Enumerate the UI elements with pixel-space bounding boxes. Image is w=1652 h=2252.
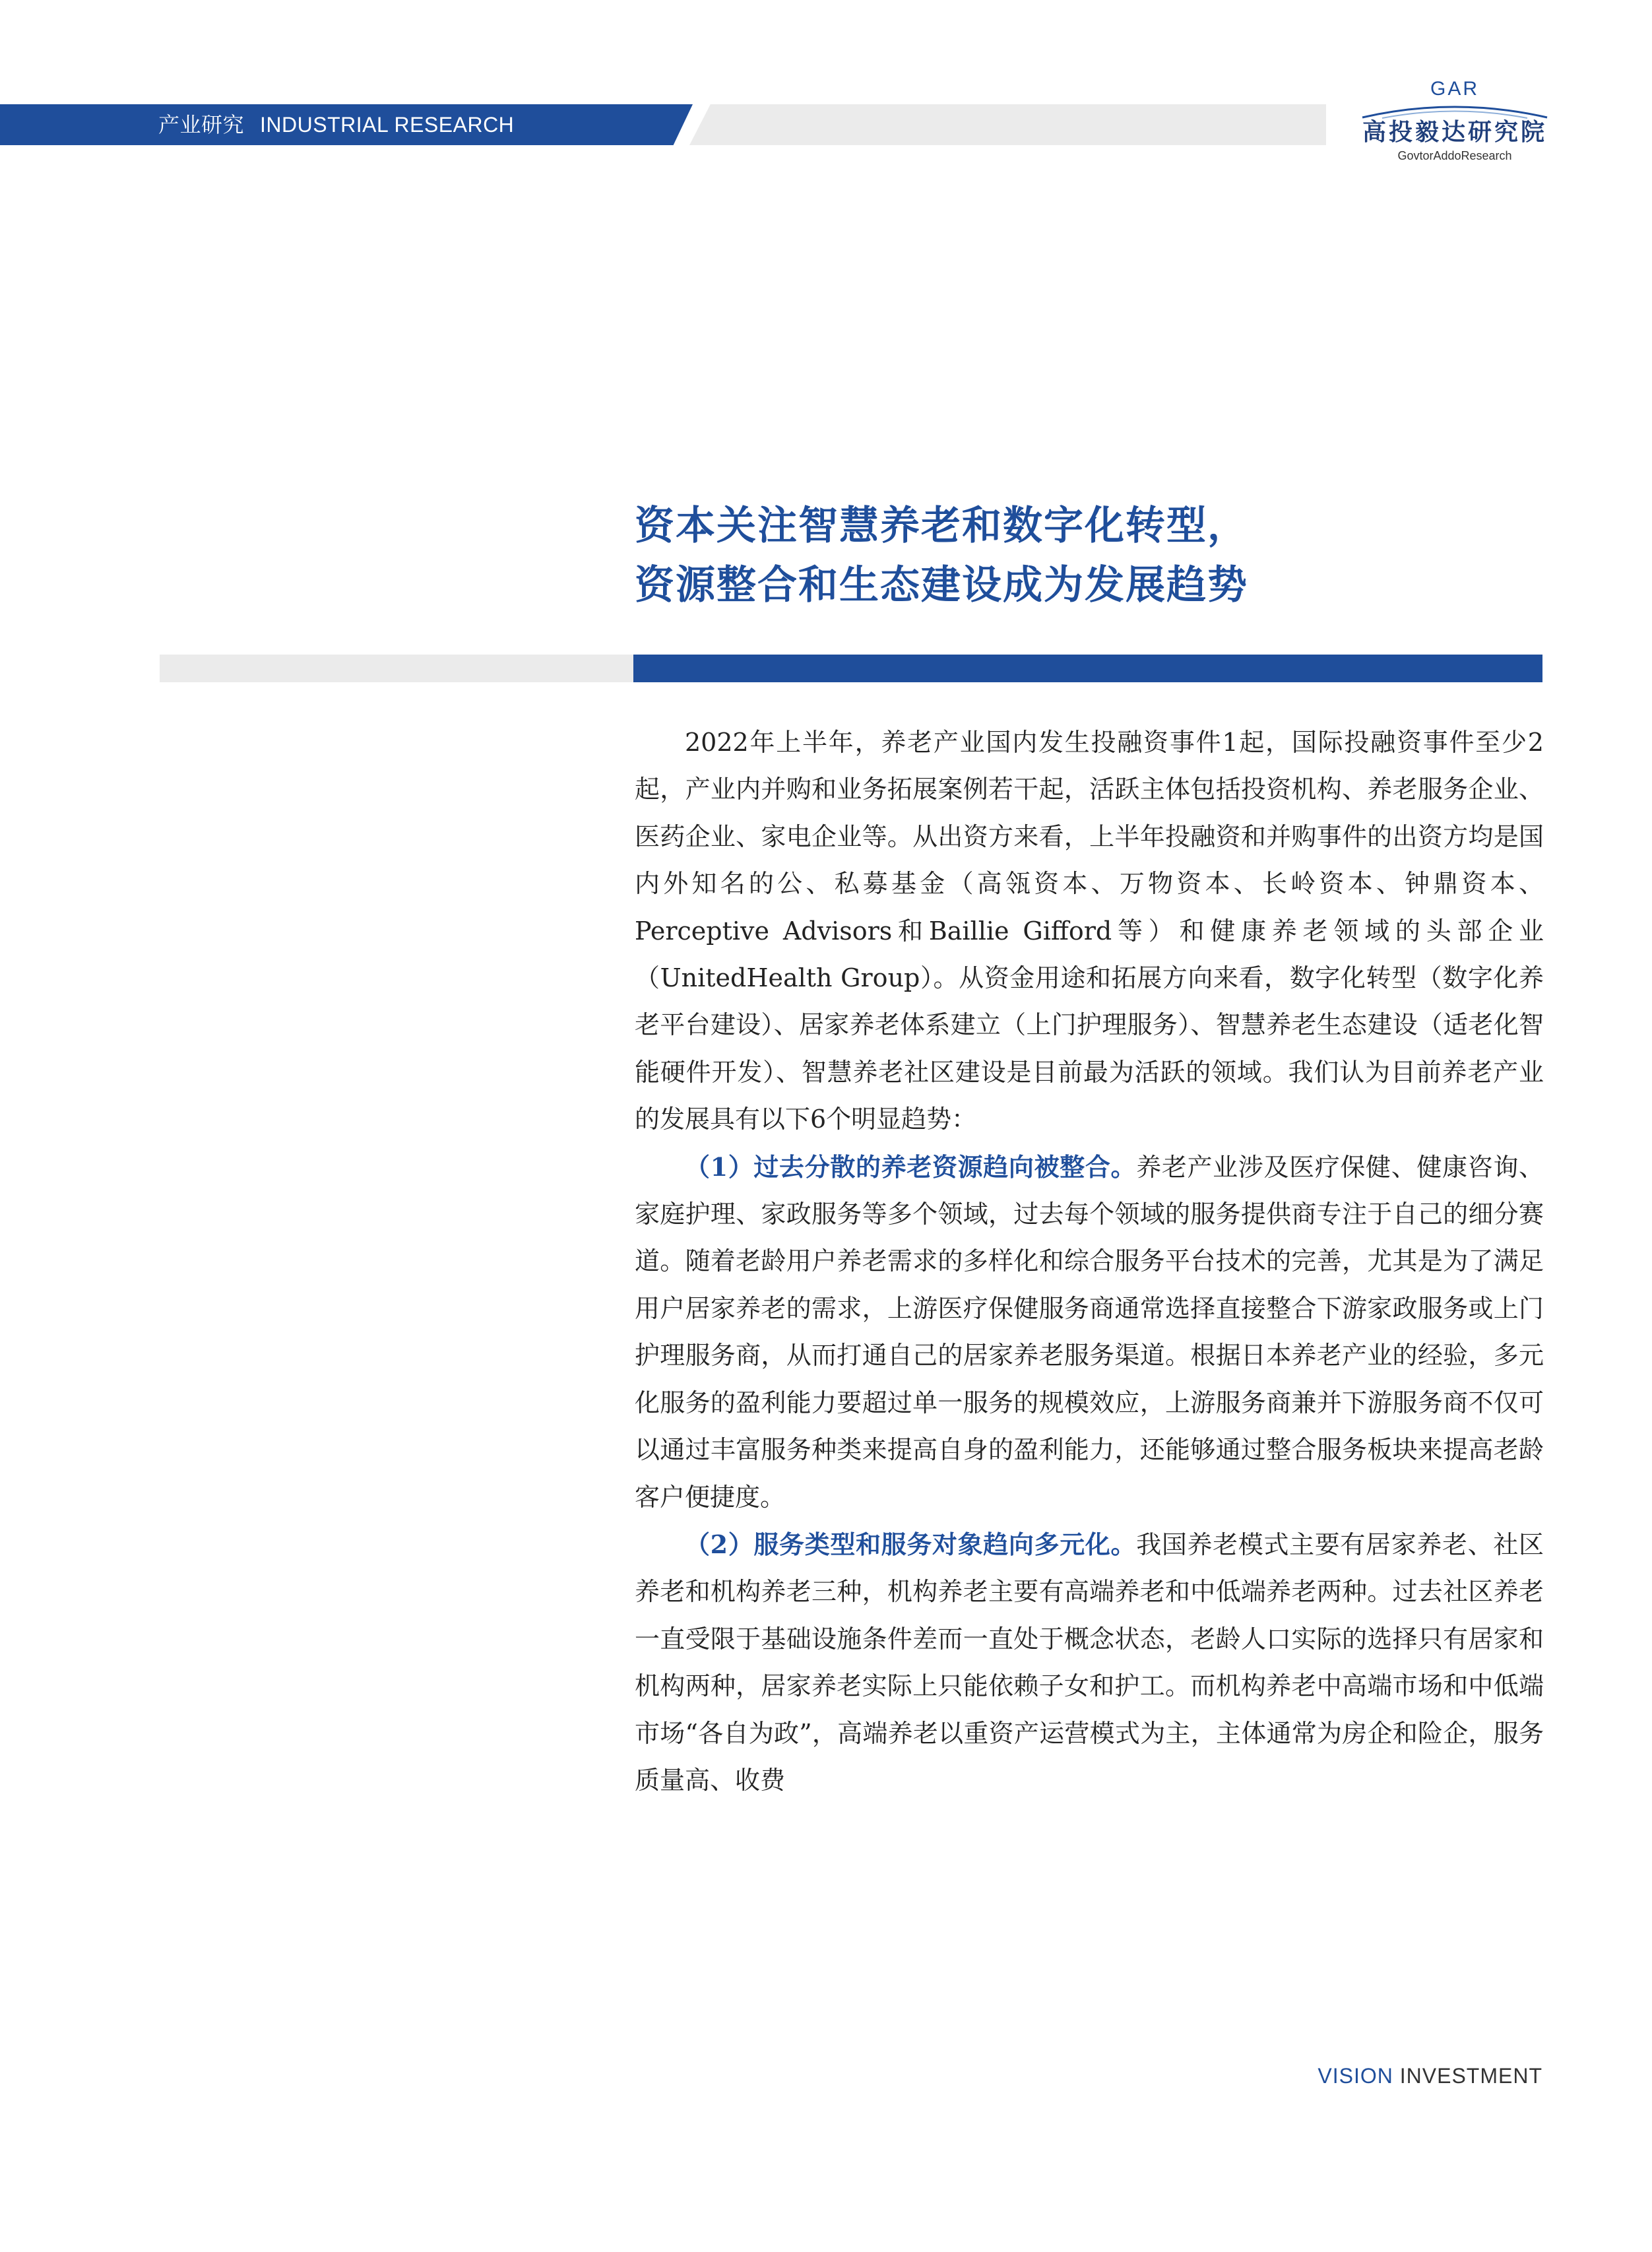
- paragraph-text: 养老产业涉及医疗保健、健康咨询、家庭护理、家政服务等多个领域，过去每个领域的服务提供商专注于自己的细分赛道。随着老龄用户养老需求的多样化和综合服务平台技术的完善，尤其是为了满足用户居家养老的需求，上游医疗保健服务商通常选择直接整合下游家政服务或上门护理服务商，从而打通自己的居家养老服务渠道。根据日本养老产业的经验，多元化服务的盈利能力要超过单一服务的规模效应，上游服务商兼并下游服务商不仅可以通过丰富服务种类来提高自身的盈利能力，还能够通过整合服务板块来提高老龄客户便捷度。: [635, 1152, 1544, 1512]
- logo-name-cn: 高投毅达研究院: [1362, 119, 1547, 146]
- logo-abbreviation: GAR: [1430, 78, 1479, 100]
- paragraph-trend-1: [635, 1143, 1544, 1521]
- paragraph-text: 2022年上半年，养老产业国内发生投融资事件1起，国际投融资事件至少2起，产业内并购和业务拓展案例若干起，活跃主体包括投资机构、养老服务企业、医药企业、家电企业等。从出资方来看，上半年投融资和并购事件的出资方均是国内外知名的公、私募基金（高瓴资本、万物资本、长岭资本、钟鼎资本、Perceptive Advisors和Baillie Gifford等）和健康养老领域的头部企业（UnitedHealth Group）。从资金用途和拓展方向来看，数字化转型（数字化养老平台建设）、居家养老体系建立（上门护理服务）、智慧养老生态建设（适老化智能硬件开发）、智慧养老社区建设是目前最为活跃的领域。我们认为目前养老产业的发展具有以下6个明显趋势：: [635, 728, 1544, 1134]
- article-body: [635, 719, 1544, 1804]
- header-band-grey: [689, 104, 1326, 145]
- section-label-en: INDUSTRIAL RESEARCH: [260, 113, 515, 137]
- paragraph-trend-2: [635, 1521, 1544, 1804]
- paragraph-intro: [635, 719, 1544, 1143]
- footer-brand: [1318, 2064, 1542, 2088]
- footer-brand-part2: INVESTMENT: [1399, 2064, 1542, 2088]
- title-rule-blue: [633, 655, 1542, 682]
- paragraph-lead: （1）过去分散的养老资源趋向被整合。: [685, 1151, 1137, 1182]
- logo-name-en: GovtorAddoResearch: [1397, 149, 1512, 162]
- title-line-1: 资本关注智慧养老和数字化转型，: [635, 503, 1248, 549]
- section-label-cn: 产业研究: [158, 113, 245, 137]
- title-line-2: 资源整合和生态建设成为发展趋势: [635, 562, 1248, 608]
- title-rule-grey: [160, 655, 633, 682]
- paragraph-text: 我国养老模式主要有居家养老、社区养老和机构养老三种，机构养老主要有高端养老和中低端养老两种。过去社区养老一直受限于基础设施条件差而一直处于概念状态，老龄人口实际的选择只有居家和机构两种，居家养老实际上只能依赖子女和护工。而机构养老中高端市场和中低端市场“各自为政”，高端养老以重资产运营模式为主，主体通常为房企和险企，服务质量高、收费: [635, 1529, 1544, 1795]
- publisher-logo: [1329, 71, 1580, 170]
- page-title: [635, 496, 1558, 615]
- footer-brand-part1: VISION: [1318, 2064, 1393, 2088]
- section-label: [158, 104, 514, 145]
- paragraph-lead: （2）服务类型和服务对象趋向多元化。: [685, 1529, 1137, 1559]
